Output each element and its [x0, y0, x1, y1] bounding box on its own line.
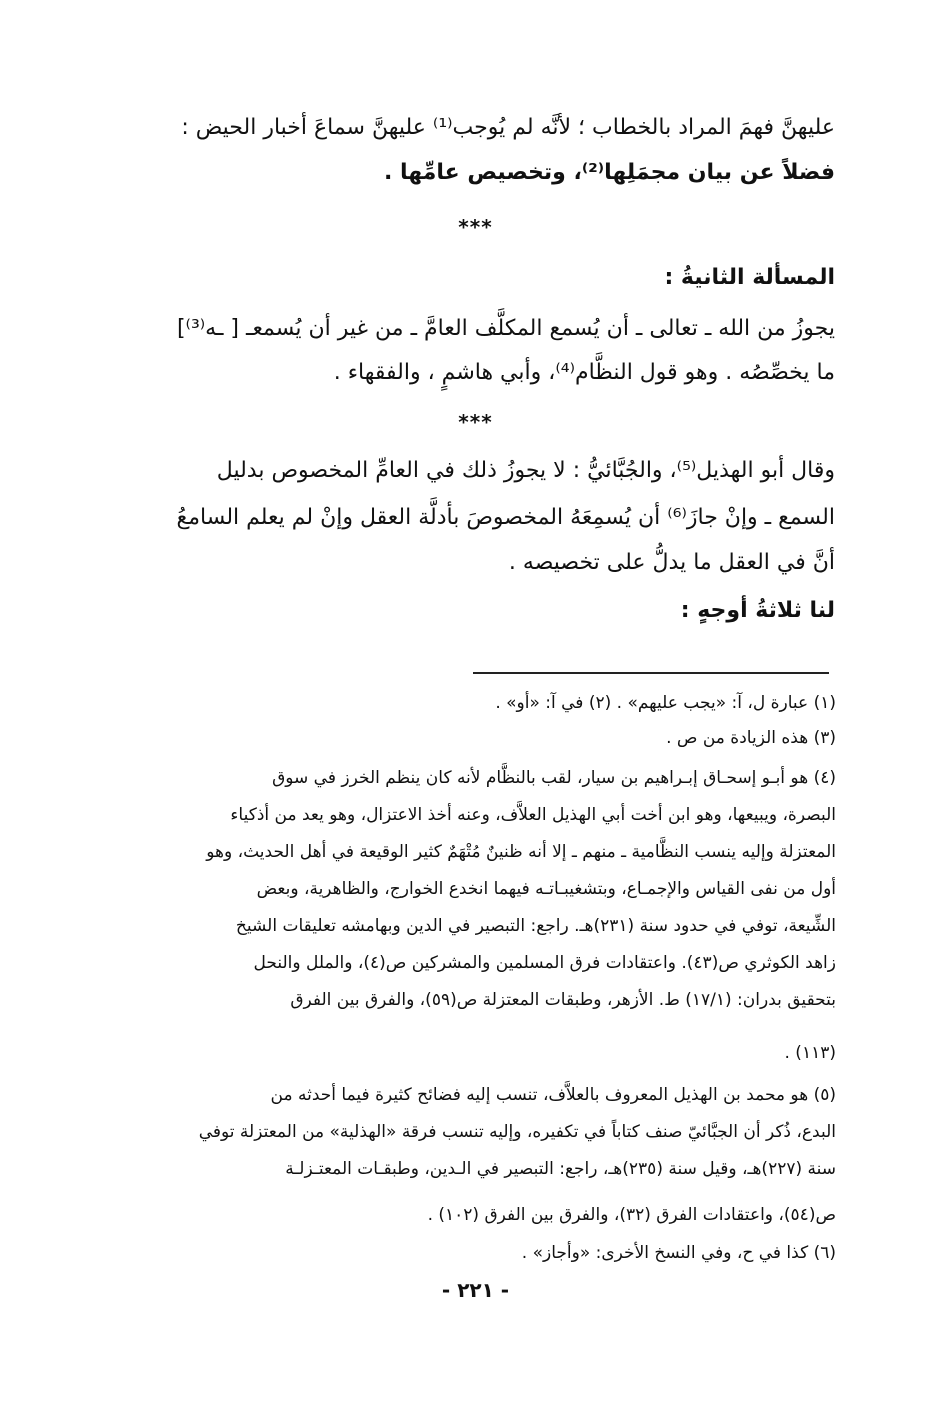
paragraph-3-line-1: وقال أبو الهذيل⁽⁵⁾، والجُبَّائيُّ : لا يجوزُ ذلك في العامِّ المخصوص بدليل	[216, 458, 835, 483]
paragraph-3-line-2: السمع ـ وإنْ جازَ⁽⁶⁾ أن يُسمِعَهُ المخصوصَ بأدلَّة العقل وإنْ لم يعلم السامعُ	[176, 505, 835, 530]
footnote-1-2: (١) عبارة ل، آ: «يجب عليهم» . (٢) في آ: «أو» .	[495, 693, 836, 713]
footnote-4-line: المعتزلة وإليه ينسب النظَّامية ـ منهم ـ إلا أنه ظنينٌ مُتْهَمٌ كثير الوقيعة في أهل الحديث، وهو	[206, 842, 836, 862]
footnote-5-line: ص(٥٤)، واعتقادات الفرق (٣٢)، والفرق بين الفرق (١٠٢) .	[427, 1205, 836, 1225]
paragraph-4: لنا ثلاثةُ أوجهٍ :	[680, 598, 835, 623]
separator-stars-1: ***	[458, 215, 493, 239]
paragraph-2-line-2: ما يخصِّصُه . وهو قول النظَّام⁽⁴⁾، وأبي هاشمٍ ، والفقهاء .	[333, 360, 835, 385]
main-text	[150, 0, 835, 650]
footnote-4-line: الشِّيعة، توفي في حدود سنة (٢٣١)هـ. راجع: التبصير في الدين وبهامشه تعليقات الشيخ	[235, 916, 836, 936]
footnote-4-line: زاهد الكوثري ص(٤٣). واعتقادات فرق المسلمين والمشركين ص(٤)، والملل والنحل	[253, 953, 836, 973]
paragraph-1-line-2: فضلاً عن بيان مجمَلِها⁽²⁾، وتخصيص عامِّها .	[383, 160, 835, 185]
page-number: - ٢٢١ -	[441, 1278, 510, 1302]
footnote-separator	[473, 672, 829, 674]
footnote-4-line: بتحقيق بدران: (١٧/١) ط. الأزهر، وطبقات المعتزلة ص(٥٩)، والفرق بين الفرق	[290, 990, 836, 1010]
paragraph-1-line-1: عليهنَّ فهمَ المراد بالخطاب ؛ لأنَّه لم يُوجب⁽¹⁾ عليهنَّ سماعَ أخبار الحيض :	[181, 115, 835, 140]
footnote-6: (٦) كذا في ح، وفي النسخ الأخرى: «وأجاز» .	[521, 1243, 836, 1263]
paragraph-3-line-3: أنَّ في العقل ما يدلُّ على تخصيصه .	[508, 550, 835, 575]
footnote-4-line: أول من نفى القياس والإجمـاع، وبتشغيبـاتـه فيهما انخدع الخوارج، والظاهرية، وبعض	[256, 879, 836, 899]
section-heading: المسألة الثانيةُ :	[664, 265, 835, 290]
separator-stars-2: ***	[458, 410, 493, 434]
footnote-5-line: البدع، ذُكر أن الجبَّائيّ صنف كتاباً في تكفيره، وإليه تنسب فرقة «الهذلية» من المعتزلة توفي	[198, 1122, 836, 1142]
footnote-3: (٣) هذه الزيادة من ص .	[666, 728, 836, 748]
footnote-4-line: البصرة، ويبيعها، وهو ابن أخت أبي الهذيل العلاَّف، وعنه أخذ الاعتزال، وهو يعد من أذكياء	[230, 805, 836, 825]
footnote-4-line: (٤) هو أبـو إسحـاق إبـراهيم بن سيار، لقب بالنظَّام لأنه كان ينظم الخرز في سوق	[272, 768, 836, 788]
paragraph-2-line-1: يجوزُ من الله ـ تعالى ـ أن يُسمع المكلَّف العامَّ ـ من غير أن يُسمعـ [ ـه⁽³⁾]	[176, 316, 835, 341]
footnote-4-line: (١١٣) .	[784, 1043, 836, 1063]
footnote-5-line: سنة (٢٢٧)هـ، وقيل سنة (٢٣٥)هـ، راجع: التبصير في الـدين، وطبقـات المعتـزلـة	[285, 1159, 836, 1179]
footnote-5-line: (٥) هو محمد بن الهذيل المعروف بالعلاَّف، تنسب إليه فضائح كثيرة فيما أحدثه من	[270, 1085, 836, 1105]
